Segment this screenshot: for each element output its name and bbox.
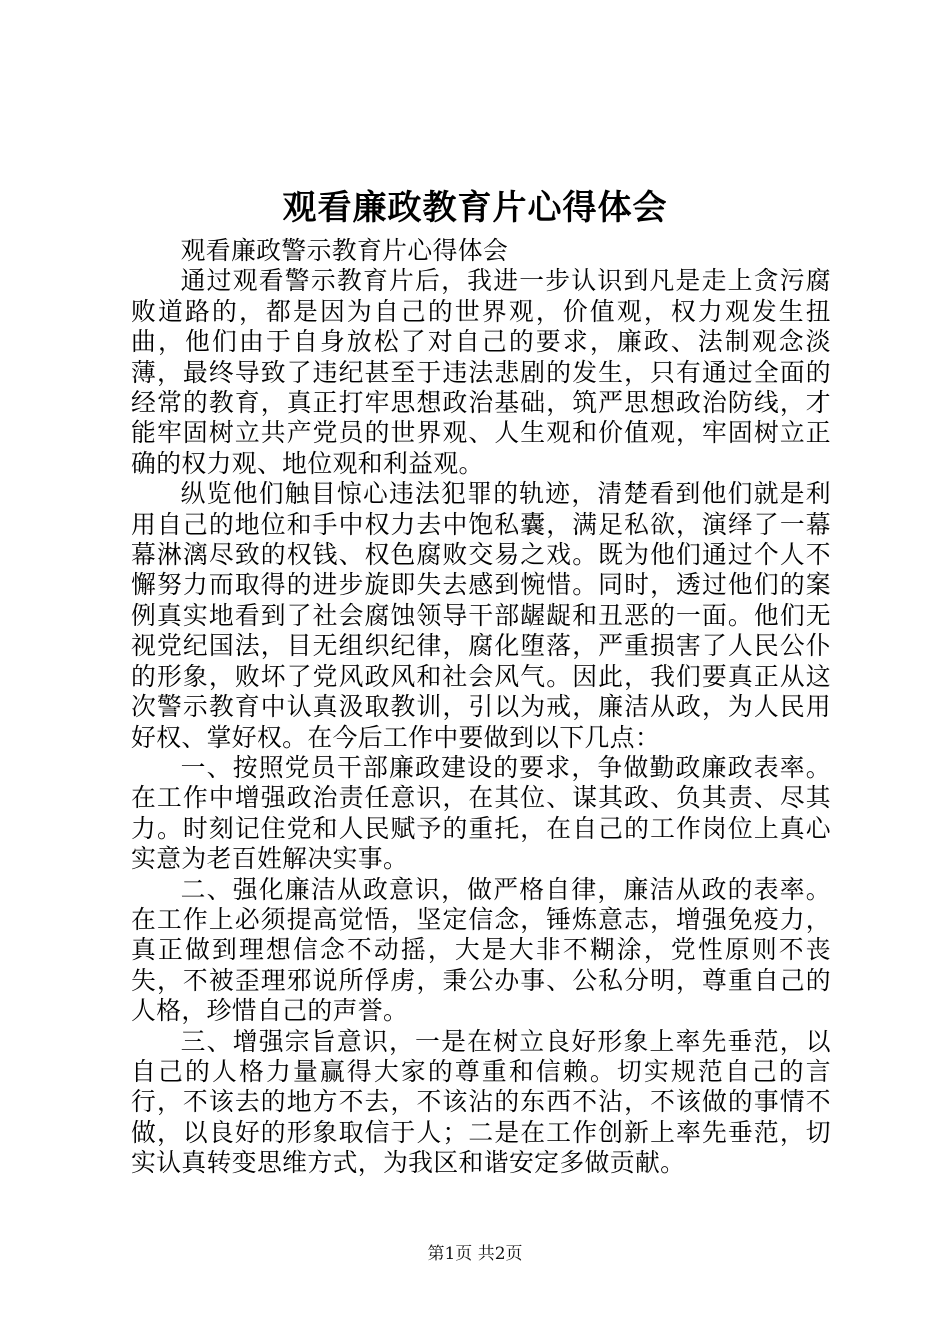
document-title: 观看廉政教育片心得体会 <box>282 188 668 228</box>
page-footer: 第1页 共2页 <box>427 1244 523 1264</box>
body-paragraph: 一、按照党员干部廉政建设的要求，争做勤政廉政表率。在工作中增强政治责任意识，在其位、谋其政、负其责、尽其力。时刻记住党和人民赋予的重托，在自己的工作岗位上真心实意为老百姓解决实事。 <box>131 752 831 874</box>
body-paragraph: 通过观看警示教育片后，我进一步认识到凡是走上贪污腐败道路的，都是因为自己的世界观，价值观，权力观发生扭曲，他们由于自身放松了对自己的要求，廉政、法制观念淡薄，最终导致了违纪甚至于违法悲剧的发生，只有通过全面的经常的教育，真正打牢思想政治基础，筑严思想政治防线，才能牢固树立共产党员的世界观、人生观和价值观，牢固树立正确的权力观、地位观和利益观。 <box>131 266 831 478</box>
body-paragraph: 二、强化廉洁从政意识，做严格自律，廉洁从政的表率。在工作上必须提高觉悟，坚定信念，锤炼意志，增强免疫力，真正做到理想信念不动摇，大是大非不糊涂，党性原则不丧失，不被歪理邪说所俘虏，秉公办事、公私分明，尊重自己的人格，珍惜自己的声誉。 <box>131 874 831 1026</box>
subtitle-paragraph: 观看廉政警示教育片心得体会 <box>180 236 509 265</box>
body-paragraph: 三、增强宗旨意识，一是在树立良好形象上率先垂范，以自己的人格力量赢得大家的尊重和信赖。切实规范自己的言行，不该去的地方不去，不该沾的东西不沾，不该做的事情不做，以良好的形象取信于人；二是在工作创新上率先垂范，切实认真转变思维方式，为我区和谐安定多做贡献。 <box>131 1026 831 1178</box>
body-paragraph: 纵览他们触目惊心违法犯罪的轨迹，清楚看到他们就是利用自己的地位和手中权力去中饱私囊，满足私欲，演绎了一幕幕淋漓尽致的权钱、权色腐败交易之戏。既为他们通过个人不懈努力而取得的进步旋即失去感到惋惜。同时，透过他们的案例真实地看到了社会腐蚀领导干部龌龊和丑恶的一面。他们无视党纪国法，目无组织纪律，腐化堕落，严重损害了人民公仆的形象，败坏了党风政风和社会风气。因此，我们要真正从这次警示教育中认真汲取教训，引以为戒，廉洁从政，为人民用好权、掌好权。在今后工作中要做到以下几点： <box>131 479 831 752</box>
document-body <box>131 236 831 1179</box>
